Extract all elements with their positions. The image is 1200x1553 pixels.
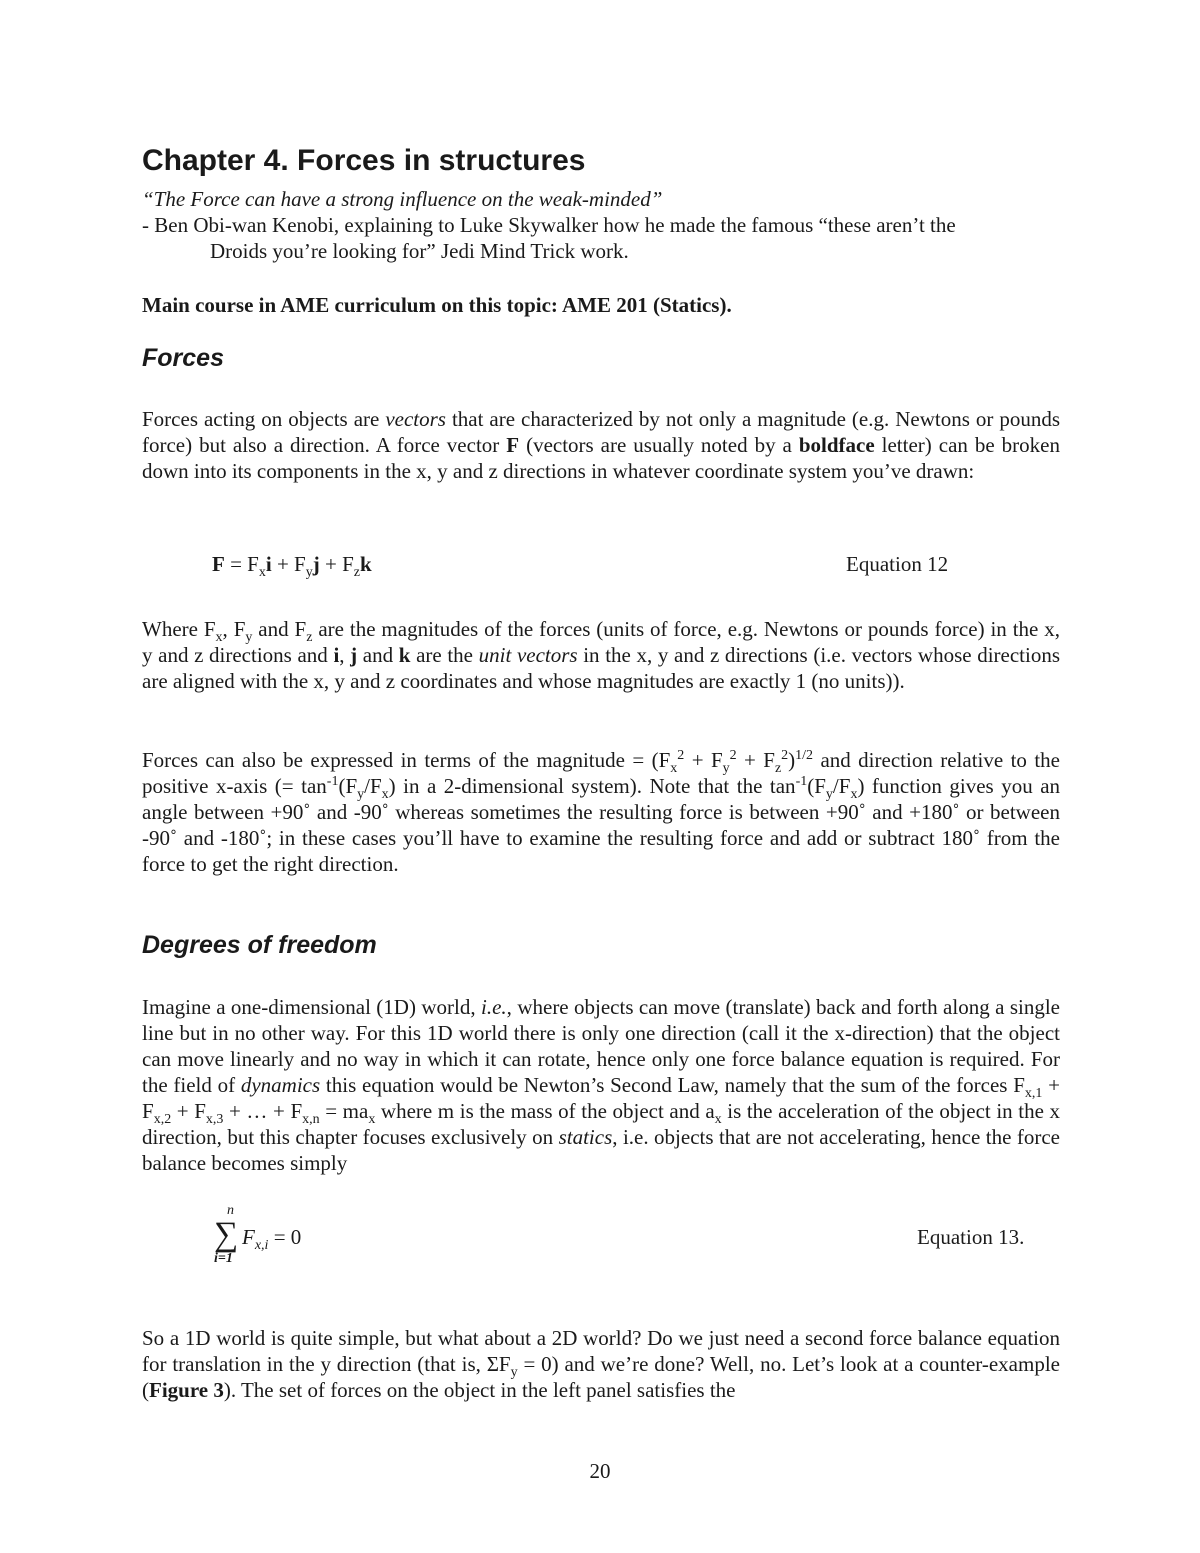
epigraph-quote: “The Force can have a strong influence on the weak-minded” [142,187,663,211]
em-vectors: vectors [385,407,446,431]
equation-12: $F = F_xi + F_yj + F_zk$ [212,552,372,581]
em-unit-vectors: unit vectors [478,643,578,667]
equation-13-row [0,1203,1200,1278]
epigraph-attribution [142,212,1060,264]
section-heading-degrees-of-freedom: Degrees of freedom [142,931,377,959]
chapter-title: Chapter 4. Forces in structures [142,144,586,177]
em-dynamics: dynamics [240,1073,321,1097]
equation-13 [210,1203,350,1276]
paragraph-forces-intro: Forces acting on objects are vectors that are characterized by not only a magnitude (e.g. Newtons or pounds force) but also a direction. A force vector F (vectors are usually noted by a boldface letter) can be broken down into its components in the x, y and z directions in whatever coordinate system you’ve drawn: [142,407,1060,483]
summation-lower-limit: i=1 [214,1251,233,1266]
section-heading-forces: Forces [142,344,224,372]
em-boldface: boldface [798,433,875,457]
summation-body: $F_{x,i} = 0$ [242,1225,302,1254]
equation-12-label: Equation 12 [846,552,949,576]
paragraph-dof-2d-world: So a 1D world is quite simple, but what about a 2D world? Do we just need a second force balance equation for translation in the y direction (that is, $\Sigma F_y = 0$) and we’re done? Well, no. Let’s look at a counter-example (Figure 3). The set of forces on the object in the left panel satisfies the [142,1326,1060,1402]
summation-upper-limit: n [227,1203,234,1218]
figure-3-reference: Figure 3 [149,1378,224,1402]
em-statics: statics [558,1125,613,1149]
equation-12-row [0,551,1200,581]
main-course-note: Main course in AME curriculum on this topic: AME 201 (Statics). [142,293,732,317]
equation-13-label: Equation 13. [917,1225,1025,1249]
paragraph-forces-components: Where $F_x$, $F_y$ and $F_z$ are the magnitudes of the forces (units of force, e.g. Newtons or pounds force) in the x, y and z directions and i, j and k are the unit vectors in the x, y and z directions (i.e. vectors whose directions are aligned with the x, y and z coordinates and whose magnitudes are exactly 1 (no units)). [142,617,1061,693]
paragraph-dof-1d-world: Imagine a one-dimensional (1D) world, i.e., where objects can move (translate) back and forth along a single line but in no other way. For this 1D world there is only one direction (call it the x-direction) that the object can move linearly and no way in which it can rotate, hence only one force balance equation is required. For the field of dynamics this equation would be Newton’s Second Law, namely that the sum of the forces $F_{x,1} + F_{x,2} + F_{x,3}$ + … + $F_{x,n} = ma_x$ where m is the mass of the object and $a_x$ is the acceleration of the object in the x direction, but this chapter focuses exclusively on statics, i.e. objects that are not accelerating, hence the force balance becomes simply [142,995,1060,1175]
epigraph-attribution-line1: - Ben Obi-wan Kenobi, explaining to Luke Skywalker how he made the famous “these aren’t the [142,213,956,237]
summation-sigma: ∑ [214,1216,239,1253]
paragraph-forces-magnitude: Forces can also be expressed in terms of the magnitude = $(F_x^2 + F_y^2 + F_z^2)^{1/2}$ and direction relative to the positive x-axis (= $\tan^{-1}(F_y/F_x)$ in a 2-dimensional system). Note that the $\tan^{-1}(F_y/F_x)$ function gives you an angle between +90˚ and -90˚ whereas sometimes the resulting force is between +90˚ and +180˚ or between -90˚ and -180˚; in these cases you’ll have to examine the resulting force and add or subtract 180˚ from the force to get the right direction. [142,748,1061,876]
epigraph-attribution-line2: Droids you’re looking for” Jedi Mind Trick work. [210,239,629,263]
em-ie: i.e. [481,995,507,1019]
page-number: 20 [589,1459,611,1483]
vector-F: F [506,433,520,457]
